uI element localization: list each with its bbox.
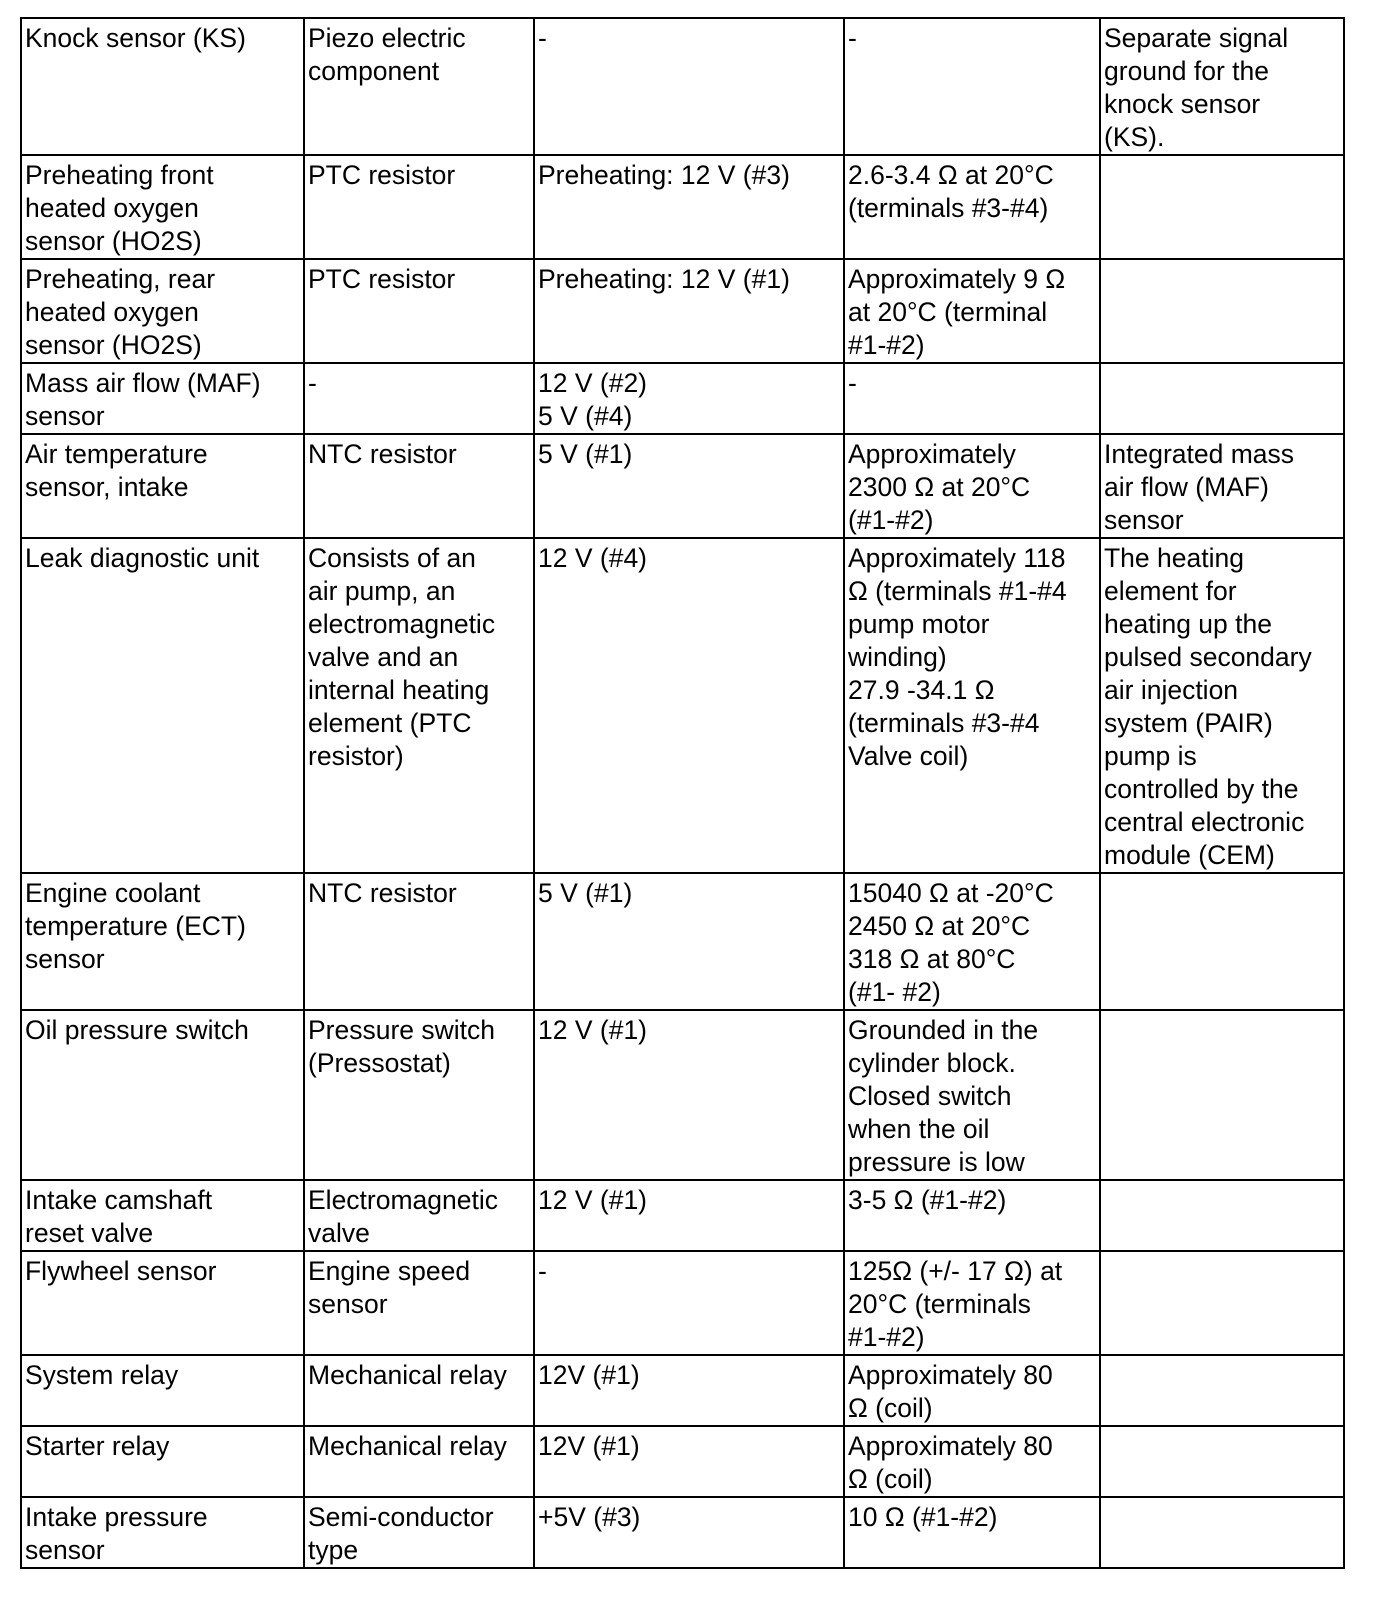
remarks-cell: Separate signal ground for the knock sensor (KS). — [1100, 18, 1344, 155]
supply-voltage-cell: 12V (#1) — [534, 1426, 844, 1497]
table-row — [21, 1010, 1344, 1180]
resistance-cell: 10 Ω (#1-#2) — [844, 1497, 1100, 1568]
component-cell: Flywheel sensor — [21, 1251, 304, 1355]
table-row — [21, 1355, 1344, 1426]
resistance-cell: Approximately 2300 Ω at 20°C (#1-#2) — [844, 434, 1100, 538]
table-row — [21, 259, 1344, 363]
type-cell: Mechanical relay — [304, 1355, 534, 1426]
table-row — [21, 1426, 1344, 1497]
table-row — [21, 434, 1344, 538]
supply-voltage-cell: +5V (#3) — [534, 1497, 844, 1568]
supply-voltage-cell: - — [534, 1251, 844, 1355]
component-cell: System relay — [21, 1355, 304, 1426]
resistance-cell: 2.6-3.4 Ω at 20°C (terminals #3-#4) — [844, 155, 1100, 259]
component-cell: Preheating, rear heated oxygen sensor (HO2S) — [21, 259, 304, 363]
remarks-cell — [1100, 1010, 1344, 1180]
component-cell: Starter relay — [21, 1426, 304, 1497]
component-cell: Knock sensor (KS) — [21, 18, 304, 155]
type-cell: NTC resistor — [304, 434, 534, 538]
table-row — [21, 1251, 1344, 1355]
type-cell: Consists of an air pump, an electromagnetic valve and an internal heating element (PTC resistor) — [304, 538, 534, 873]
type-cell: Pressure switch (Pressostat) — [304, 1010, 534, 1180]
resistance-cell: 15040 Ω at -20°C 2450 Ω at 20°C 318 Ω at 80°C (#1- #2) — [844, 873, 1100, 1010]
type-cell: Mechanical relay — [304, 1426, 534, 1497]
resistance-cell: Approximately 80 Ω (coil) — [844, 1355, 1100, 1426]
table-row — [21, 18, 1344, 155]
resistance-cell: Approximately 9 Ω at 20°C (terminal #1-#2) — [844, 259, 1100, 363]
table-row — [21, 1180, 1344, 1251]
supply-voltage-cell: - — [534, 18, 844, 155]
type-cell: - — [304, 363, 534, 434]
table-row — [21, 363, 1344, 434]
component-cell: Preheating front heated oxygen sensor (HO2S) — [21, 155, 304, 259]
remarks-cell — [1100, 363, 1344, 434]
supply-voltage-cell: 5 V (#1) — [534, 873, 844, 1010]
remarks-cell — [1100, 1497, 1344, 1568]
supply-voltage-cell: 12 V (#4) — [534, 538, 844, 873]
resistance-cell: - — [844, 363, 1100, 434]
type-cell: PTC resistor — [304, 259, 534, 363]
type-cell: Semi-conductor type — [304, 1497, 534, 1568]
component-cell: Intake pressure sensor — [21, 1497, 304, 1568]
supply-voltage-cell: 12V (#1) — [534, 1355, 844, 1426]
component-cell: Mass air flow (MAF) sensor — [21, 363, 304, 434]
remarks-cell — [1100, 1180, 1344, 1251]
remarks-cell — [1100, 259, 1344, 363]
sensor-specification-table — [20, 17, 1345, 1569]
type-cell: Electromagnetic valve — [304, 1180, 534, 1251]
resistance-cell: Grounded in the cylinder block. Closed switch when the oil pressure is low — [844, 1010, 1100, 1180]
supply-voltage-cell: 12 V (#2) 5 V (#4) — [534, 363, 844, 434]
resistance-cell: Approximately 80 Ω (coil) — [844, 1426, 1100, 1497]
supply-voltage-cell: 12 V (#1) — [534, 1180, 844, 1251]
component-cell: Oil pressure switch — [21, 1010, 304, 1180]
remarks-cell — [1100, 873, 1344, 1010]
component-cell: Air temperature sensor, intake — [21, 434, 304, 538]
table-row — [21, 538, 1344, 873]
supply-voltage-cell: 12 V (#1) — [534, 1010, 844, 1180]
resistance-cell: 125Ω (+/- 17 Ω) at 20°C (terminals #1-#2) — [844, 1251, 1100, 1355]
remarks-cell — [1100, 1251, 1344, 1355]
resistance-cell: - — [844, 18, 1100, 155]
type-cell: NTC resistor — [304, 873, 534, 1010]
remarks-cell — [1100, 1355, 1344, 1426]
resistance-cell: Approximately 118 Ω (terminals #1-#4 pump motor winding) 27.9 -34.1 Ω (terminals #3-#4 Valve coil) — [844, 538, 1100, 873]
remarks-cell: Integrated mass air flow (MAF) sensor — [1100, 434, 1344, 538]
supply-voltage-cell: Preheating: 12 V (#3) — [534, 155, 844, 259]
remarks-cell: The heating element for heating up the pulsed secondary air injection system (PAIR) pump is controlled by the central electronic module (CEM) — [1100, 538, 1344, 873]
type-cell: PTC resistor — [304, 155, 534, 259]
table-row — [21, 1497, 1344, 1568]
supply-voltage-cell: Preheating: 12 V (#1) — [534, 259, 844, 363]
remarks-cell — [1100, 1426, 1344, 1497]
type-cell: Piezo electric component — [304, 18, 534, 155]
remarks-cell — [1100, 155, 1344, 259]
component-cell: Intake camshaft reset valve — [21, 1180, 304, 1251]
type-cell: Engine speed sensor — [304, 1251, 534, 1355]
component-cell: Leak diagnostic unit — [21, 538, 304, 873]
table-row — [21, 155, 1344, 259]
resistance-cell: 3-5 Ω (#1-#2) — [844, 1180, 1100, 1251]
supply-voltage-cell: 5 V (#1) — [534, 434, 844, 538]
component-cell: Engine coolant temperature (ECT) sensor — [21, 873, 304, 1010]
table-row — [21, 873, 1344, 1010]
